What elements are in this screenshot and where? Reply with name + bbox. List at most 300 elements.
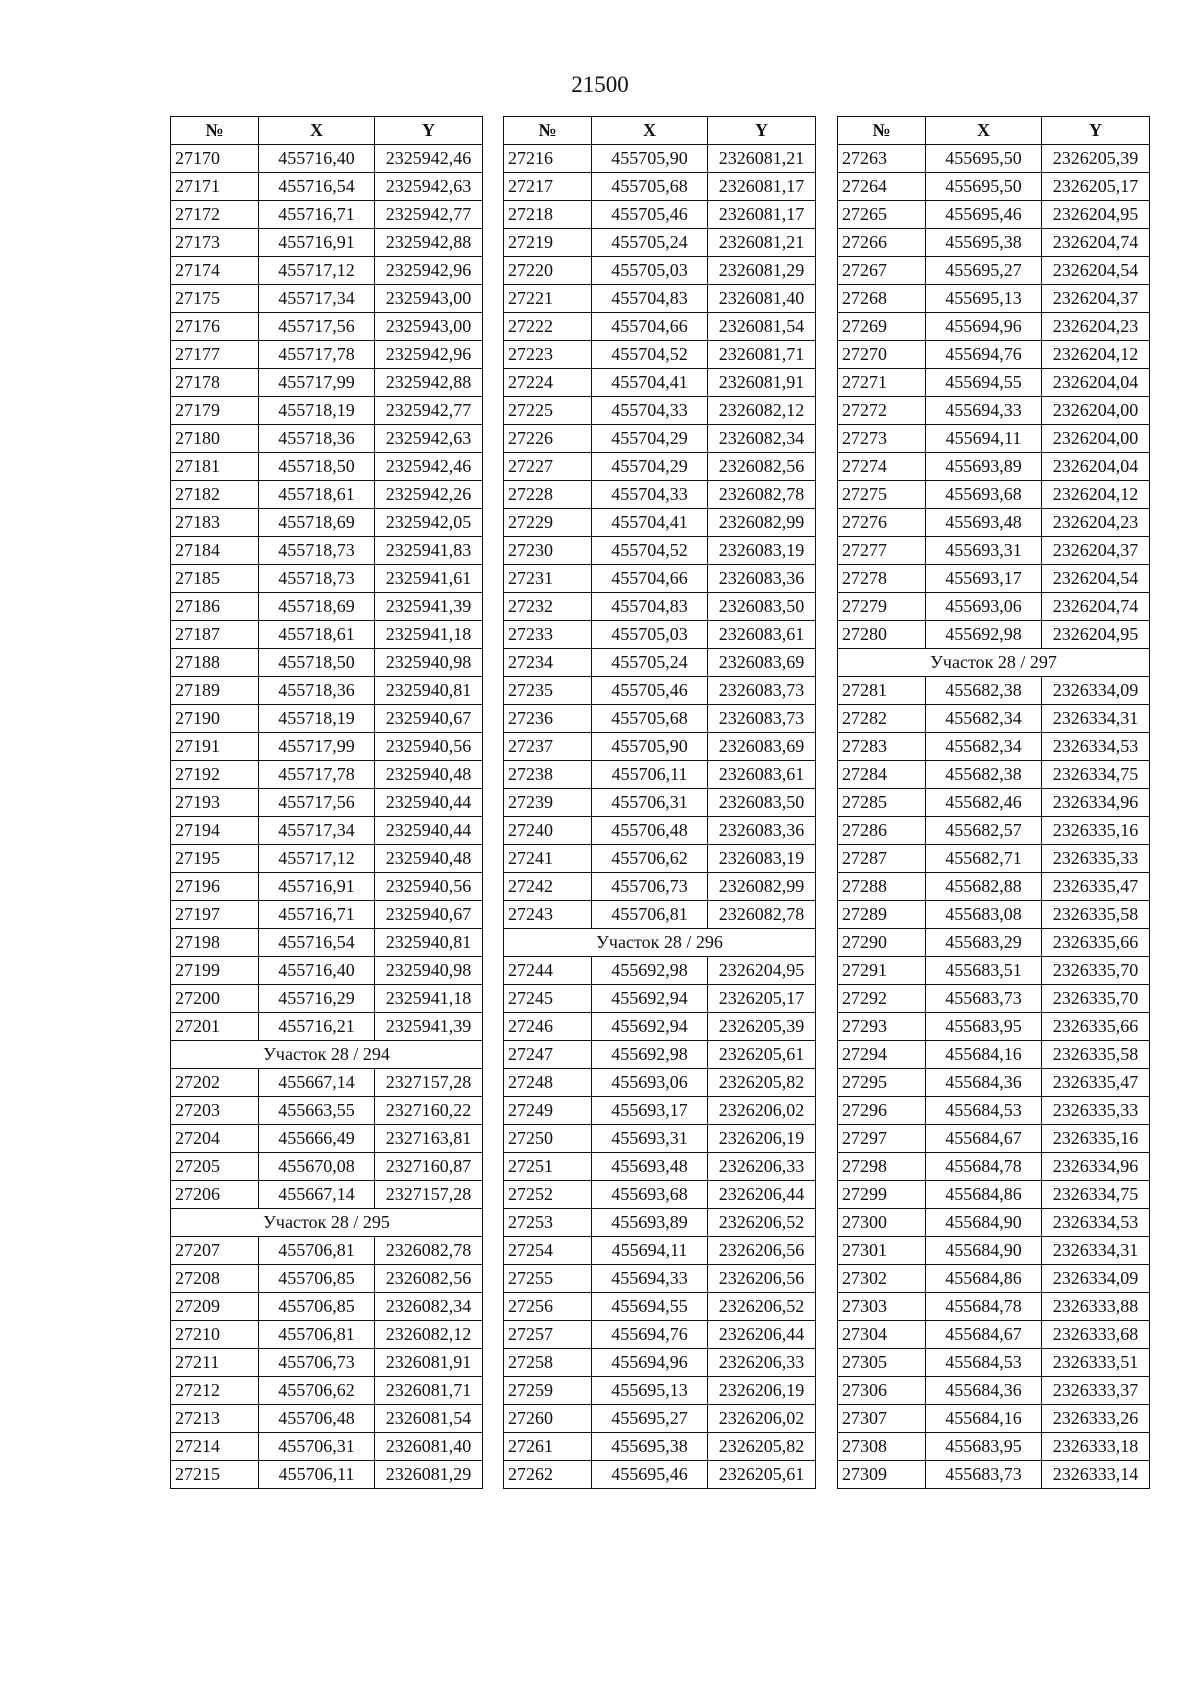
point-number-cell: 27182 bbox=[171, 481, 259, 509]
point-number-cell: 27274 bbox=[838, 453, 926, 481]
y-coordinate-cell: 2326334,09 bbox=[1042, 677, 1150, 705]
table-row bbox=[838, 481, 1150, 509]
point-number-cell: 27191 bbox=[171, 733, 259, 761]
y-coordinate-cell: 2326206,02 bbox=[708, 1097, 816, 1125]
y-coordinate-cell: 2326082,56 bbox=[708, 453, 816, 481]
point-number-cell: 27224 bbox=[504, 369, 592, 397]
x-coordinate-cell: 455684,67 bbox=[926, 1125, 1042, 1153]
point-number-cell: 27281 bbox=[838, 677, 926, 705]
table-row bbox=[504, 1125, 816, 1153]
y-coordinate-cell: 2326205,82 bbox=[708, 1069, 816, 1097]
x-coordinate-cell: 455693,68 bbox=[926, 481, 1042, 509]
table-row bbox=[504, 705, 816, 733]
table-row bbox=[504, 1265, 816, 1293]
y-coordinate-cell: 2326204,00 bbox=[1042, 425, 1150, 453]
y-coordinate-cell: 2326205,61 bbox=[708, 1461, 816, 1489]
table-row bbox=[838, 1069, 1150, 1097]
y-coordinate-cell: 2326335,16 bbox=[1042, 817, 1150, 845]
y-coordinate-cell: 2325940,48 bbox=[375, 761, 483, 789]
y-coordinate-cell: 2326082,34 bbox=[375, 1293, 483, 1321]
table-row bbox=[171, 677, 483, 705]
table-row bbox=[171, 761, 483, 789]
x-coordinate-cell: 455684,90 bbox=[926, 1237, 1042, 1265]
table-row bbox=[171, 845, 483, 873]
y-coordinate-cell: 2325940,56 bbox=[375, 733, 483, 761]
table-row bbox=[838, 1265, 1150, 1293]
x-coordinate-cell: 455705,68 bbox=[592, 173, 708, 201]
x-coordinate-cell: 455692,98 bbox=[592, 957, 708, 985]
point-number-cell: 27249 bbox=[504, 1097, 592, 1125]
y-coordinate-cell: 2326204,95 bbox=[1042, 621, 1150, 649]
x-coordinate-cell: 455695,46 bbox=[592, 1461, 708, 1489]
x-coordinate-cell: 455684,16 bbox=[926, 1405, 1042, 1433]
point-number-cell: 27202 bbox=[171, 1069, 259, 1097]
table-row bbox=[504, 509, 816, 537]
table-row bbox=[838, 1461, 1150, 1489]
x-coordinate-cell: 455695,46 bbox=[926, 201, 1042, 229]
y-coordinate-cell: 2326206,44 bbox=[708, 1181, 816, 1209]
point-number-cell: 27284 bbox=[838, 761, 926, 789]
point-number-cell: 27262 bbox=[504, 1461, 592, 1489]
point-number-cell: 27226 bbox=[504, 425, 592, 453]
point-number-cell: 27186 bbox=[171, 593, 259, 621]
x-coordinate-cell: 455717,78 bbox=[259, 761, 375, 789]
y-coordinate-cell: 2326335,66 bbox=[1042, 929, 1150, 957]
y-coordinate-cell: 2326206,19 bbox=[708, 1125, 816, 1153]
table-row bbox=[838, 845, 1150, 873]
point-number-cell: 27258 bbox=[504, 1349, 592, 1377]
table-row bbox=[171, 537, 483, 565]
x-coordinate-cell: 455682,38 bbox=[926, 761, 1042, 789]
y-coordinate-cell: 2326334,75 bbox=[1042, 1181, 1150, 1209]
table-row bbox=[504, 369, 816, 397]
y-coordinate-cell: 2326081,29 bbox=[708, 257, 816, 285]
x-coordinate-cell: 455718,69 bbox=[259, 593, 375, 621]
point-number-cell: 27192 bbox=[171, 761, 259, 789]
table-row bbox=[838, 257, 1150, 285]
y-coordinate-cell: 2325942,77 bbox=[375, 201, 483, 229]
x-coordinate-cell: 455705,90 bbox=[592, 145, 708, 173]
x-coordinate-cell: 455694,96 bbox=[926, 313, 1042, 341]
table-row bbox=[171, 1125, 483, 1153]
y-coordinate-cell: 2326204,37 bbox=[1042, 537, 1150, 565]
y-coordinate-cell: 2326204,12 bbox=[1042, 341, 1150, 369]
table-row bbox=[504, 677, 816, 705]
column-header-y: Y bbox=[375, 117, 483, 145]
y-coordinate-cell: 2326333,68 bbox=[1042, 1321, 1150, 1349]
x-coordinate-cell: 455694,76 bbox=[592, 1321, 708, 1349]
table-row bbox=[171, 649, 483, 677]
x-coordinate-cell: 455704,33 bbox=[592, 481, 708, 509]
x-coordinate-cell: 455716,71 bbox=[259, 201, 375, 229]
x-coordinate-cell: 455706,11 bbox=[592, 761, 708, 789]
x-coordinate-cell: 455705,24 bbox=[592, 229, 708, 257]
y-coordinate-cell: 2325940,44 bbox=[375, 789, 483, 817]
point-number-cell: 27298 bbox=[838, 1153, 926, 1181]
x-coordinate-cell: 455695,50 bbox=[926, 145, 1042, 173]
x-coordinate-cell: 455666,49 bbox=[259, 1125, 375, 1153]
y-coordinate-cell: 2326205,39 bbox=[708, 1013, 816, 1041]
point-number-cell: 27210 bbox=[171, 1321, 259, 1349]
point-number-cell: 27263 bbox=[838, 145, 926, 173]
y-coordinate-cell: 2326333,14 bbox=[1042, 1461, 1150, 1489]
x-coordinate-cell: 455706,85 bbox=[259, 1293, 375, 1321]
x-coordinate-cell: 455706,85 bbox=[259, 1265, 375, 1293]
y-coordinate-cell: 2326081,17 bbox=[708, 201, 816, 229]
point-number-cell: 27181 bbox=[171, 453, 259, 481]
y-coordinate-cell: 2325940,48 bbox=[375, 845, 483, 873]
x-coordinate-cell: 455705,24 bbox=[592, 649, 708, 677]
column-header-x: X bbox=[592, 117, 708, 145]
point-number-cell: 27272 bbox=[838, 397, 926, 425]
y-coordinate-cell: 2327163,81 bbox=[375, 1125, 483, 1153]
table-row bbox=[504, 341, 816, 369]
point-number-cell: 27295 bbox=[838, 1069, 926, 1097]
point-number-cell: 27245 bbox=[504, 985, 592, 1013]
y-coordinate-cell: 2326204,37 bbox=[1042, 285, 1150, 313]
point-number-cell: 27233 bbox=[504, 621, 592, 649]
point-number-cell: 27228 bbox=[504, 481, 592, 509]
table-row bbox=[838, 1321, 1150, 1349]
table-row bbox=[838, 313, 1150, 341]
table-row bbox=[504, 1069, 816, 1097]
point-number-cell: 27276 bbox=[838, 509, 926, 537]
x-coordinate-cell: 455705,46 bbox=[592, 201, 708, 229]
x-coordinate-cell: 455692,98 bbox=[592, 1041, 708, 1069]
point-number-cell: 27176 bbox=[171, 313, 259, 341]
table-row bbox=[838, 817, 1150, 845]
point-number-cell: 27185 bbox=[171, 565, 259, 593]
y-coordinate-cell: 2326334,53 bbox=[1042, 733, 1150, 761]
x-coordinate-cell: 455706,81 bbox=[259, 1321, 375, 1349]
x-coordinate-cell: 455693,48 bbox=[926, 509, 1042, 537]
table-row bbox=[838, 145, 1150, 173]
point-number-cell: 27259 bbox=[504, 1377, 592, 1405]
y-coordinate-cell: 2326081,29 bbox=[375, 1461, 483, 1489]
y-coordinate-cell: 2326206,33 bbox=[708, 1349, 816, 1377]
y-coordinate-cell: 2326204,04 bbox=[1042, 453, 1150, 481]
y-coordinate-cell: 2325942,05 bbox=[375, 509, 483, 537]
point-number-cell: 27227 bbox=[504, 453, 592, 481]
table-row bbox=[504, 1461, 816, 1489]
x-coordinate-cell: 455667,14 bbox=[259, 1181, 375, 1209]
x-coordinate-cell: 455704,33 bbox=[592, 397, 708, 425]
table-row bbox=[171, 733, 483, 761]
x-coordinate-cell: 455705,03 bbox=[592, 257, 708, 285]
table-row bbox=[504, 1153, 816, 1181]
table-row bbox=[504, 173, 816, 201]
column-header-x: X bbox=[926, 117, 1042, 145]
table-row bbox=[504, 1097, 816, 1125]
y-coordinate-cell: 2326204,74 bbox=[1042, 229, 1150, 257]
point-number-cell: 27194 bbox=[171, 817, 259, 845]
section-title: Участок 28 / 294 bbox=[171, 1041, 483, 1069]
point-number-cell: 27278 bbox=[838, 565, 926, 593]
point-number-cell: 27222 bbox=[504, 313, 592, 341]
point-number-cell: 27299 bbox=[838, 1181, 926, 1209]
table-row bbox=[504, 1321, 816, 1349]
table-row bbox=[838, 1237, 1150, 1265]
point-number-cell: 27240 bbox=[504, 817, 592, 845]
x-coordinate-cell: 455706,81 bbox=[592, 901, 708, 929]
y-coordinate-cell: 2326333,51 bbox=[1042, 1349, 1150, 1377]
table-header-row bbox=[838, 117, 1150, 145]
y-coordinate-cell: 2326083,36 bbox=[708, 817, 816, 845]
x-coordinate-cell: 455704,83 bbox=[592, 593, 708, 621]
y-coordinate-cell: 2326334,09 bbox=[1042, 1265, 1150, 1293]
table-row bbox=[171, 1153, 483, 1181]
x-coordinate-cell: 455684,78 bbox=[926, 1153, 1042, 1181]
point-number-cell: 27288 bbox=[838, 873, 926, 901]
x-coordinate-cell: 455693,31 bbox=[926, 537, 1042, 565]
x-coordinate-cell: 455705,68 bbox=[592, 705, 708, 733]
table-row bbox=[838, 1433, 1150, 1461]
y-coordinate-cell: 2326335,66 bbox=[1042, 1013, 1150, 1041]
point-number-cell: 27308 bbox=[838, 1433, 926, 1461]
table-row bbox=[171, 565, 483, 593]
y-coordinate-cell: 2326335,70 bbox=[1042, 985, 1150, 1013]
x-coordinate-cell: 455716,91 bbox=[259, 229, 375, 257]
point-number-cell: 27292 bbox=[838, 985, 926, 1013]
y-coordinate-cell: 2327160,22 bbox=[375, 1097, 483, 1125]
table-row bbox=[504, 453, 816, 481]
table-row bbox=[838, 369, 1150, 397]
table-row bbox=[171, 229, 483, 257]
x-coordinate-cell: 455683,73 bbox=[926, 1461, 1042, 1489]
x-coordinate-cell: 455704,41 bbox=[592, 509, 708, 537]
coordinate-table-2 bbox=[503, 116, 816, 1489]
table-row bbox=[171, 789, 483, 817]
table-row bbox=[504, 313, 816, 341]
x-coordinate-cell: 455704,41 bbox=[592, 369, 708, 397]
y-coordinate-cell: 2325940,44 bbox=[375, 817, 483, 845]
y-coordinate-cell: 2326083,69 bbox=[708, 649, 816, 677]
section-header-row bbox=[504, 929, 816, 957]
point-number-cell: 27188 bbox=[171, 649, 259, 677]
x-coordinate-cell: 455706,73 bbox=[259, 1349, 375, 1377]
point-number-cell: 27303 bbox=[838, 1293, 926, 1321]
point-number-cell: 27173 bbox=[171, 229, 259, 257]
y-coordinate-cell: 2326082,78 bbox=[708, 481, 816, 509]
point-number-cell: 27174 bbox=[171, 257, 259, 285]
column-header-y: Y bbox=[708, 117, 816, 145]
table-row bbox=[504, 565, 816, 593]
x-coordinate-cell: 455694,11 bbox=[926, 425, 1042, 453]
y-coordinate-cell: 2326082,56 bbox=[375, 1265, 483, 1293]
x-coordinate-cell: 455705,03 bbox=[592, 621, 708, 649]
y-coordinate-cell: 2326083,19 bbox=[708, 845, 816, 873]
table-row bbox=[504, 285, 816, 313]
x-coordinate-cell: 455694,33 bbox=[926, 397, 1042, 425]
y-coordinate-cell: 2326081,40 bbox=[375, 1433, 483, 1461]
y-coordinate-cell: 2325940,81 bbox=[375, 929, 483, 957]
table-row bbox=[504, 1405, 816, 1433]
table-row bbox=[838, 733, 1150, 761]
coordinate-table-1 bbox=[170, 116, 483, 1489]
y-coordinate-cell: 2326205,17 bbox=[1042, 173, 1150, 201]
x-coordinate-cell: 455706,31 bbox=[259, 1433, 375, 1461]
table-row bbox=[504, 649, 816, 677]
x-coordinate-cell: 455693,48 bbox=[592, 1153, 708, 1181]
table-row bbox=[838, 1125, 1150, 1153]
y-coordinate-cell: 2325942,88 bbox=[375, 369, 483, 397]
point-number-cell: 27220 bbox=[504, 257, 592, 285]
y-coordinate-cell: 2326082,34 bbox=[708, 425, 816, 453]
y-coordinate-cell: 2325941,39 bbox=[375, 593, 483, 621]
table-row bbox=[171, 929, 483, 957]
point-number-cell: 27216 bbox=[504, 145, 592, 173]
point-number-cell: 27246 bbox=[504, 1013, 592, 1041]
point-number-cell: 27213 bbox=[171, 1405, 259, 1433]
x-coordinate-cell: 455693,17 bbox=[926, 565, 1042, 593]
table-row bbox=[171, 957, 483, 985]
x-coordinate-cell: 455716,71 bbox=[259, 901, 375, 929]
table-row bbox=[171, 1013, 483, 1041]
x-coordinate-cell: 455706,48 bbox=[592, 817, 708, 845]
y-coordinate-cell: 2326206,52 bbox=[708, 1293, 816, 1321]
table-row bbox=[838, 201, 1150, 229]
point-number-cell: 27247 bbox=[504, 1041, 592, 1069]
y-coordinate-cell: 2326335,33 bbox=[1042, 845, 1150, 873]
point-number-cell: 27221 bbox=[504, 285, 592, 313]
y-coordinate-cell: 2325943,00 bbox=[375, 313, 483, 341]
point-number-cell: 27190 bbox=[171, 705, 259, 733]
x-coordinate-cell: 455716,54 bbox=[259, 929, 375, 957]
y-coordinate-cell: 2326083,50 bbox=[708, 593, 816, 621]
point-number-cell: 27200 bbox=[171, 985, 259, 1013]
point-number-cell: 27283 bbox=[838, 733, 926, 761]
y-coordinate-cell: 2325943,00 bbox=[375, 285, 483, 313]
column-header-x: X bbox=[259, 117, 375, 145]
section-header-row bbox=[171, 1209, 483, 1237]
x-coordinate-cell: 455693,89 bbox=[926, 453, 1042, 481]
point-number-cell: 27193 bbox=[171, 789, 259, 817]
table-row bbox=[838, 229, 1150, 257]
point-number-cell: 27241 bbox=[504, 845, 592, 873]
x-coordinate-cell: 455706,48 bbox=[259, 1405, 375, 1433]
table-row bbox=[171, 1181, 483, 1209]
section-title: Участок 28 / 296 bbox=[504, 929, 816, 957]
x-coordinate-cell: 455695,38 bbox=[592, 1433, 708, 1461]
x-coordinate-cell: 455683,29 bbox=[926, 929, 1042, 957]
section-title: Участок 28 / 295 bbox=[171, 1209, 483, 1237]
y-coordinate-cell: 2326204,23 bbox=[1042, 313, 1150, 341]
y-coordinate-cell: 2326204,95 bbox=[708, 957, 816, 985]
point-number-cell: 27217 bbox=[504, 173, 592, 201]
y-coordinate-cell: 2325941,61 bbox=[375, 565, 483, 593]
y-coordinate-cell: 2326204,04 bbox=[1042, 369, 1150, 397]
table-row bbox=[838, 957, 1150, 985]
x-coordinate-cell: 455716,21 bbox=[259, 1013, 375, 1041]
point-number-cell: 27265 bbox=[838, 201, 926, 229]
y-coordinate-cell: 2326333,37 bbox=[1042, 1377, 1150, 1405]
y-coordinate-cell: 2326206,33 bbox=[708, 1153, 816, 1181]
table-row bbox=[171, 341, 483, 369]
table-row bbox=[838, 1209, 1150, 1237]
x-coordinate-cell: 455693,06 bbox=[926, 593, 1042, 621]
x-coordinate-cell: 455718,73 bbox=[259, 565, 375, 593]
y-coordinate-cell: 2325942,63 bbox=[375, 173, 483, 201]
table-row bbox=[504, 593, 816, 621]
table-row bbox=[838, 565, 1150, 593]
point-number-cell: 27297 bbox=[838, 1125, 926, 1153]
table-row bbox=[504, 761, 816, 789]
point-number-cell: 27273 bbox=[838, 425, 926, 453]
x-coordinate-cell: 455718,36 bbox=[259, 677, 375, 705]
y-coordinate-cell: 2326082,78 bbox=[708, 901, 816, 929]
table-row bbox=[504, 1181, 816, 1209]
point-number-cell: 27206 bbox=[171, 1181, 259, 1209]
table-row bbox=[171, 873, 483, 901]
table-row bbox=[171, 481, 483, 509]
table-row bbox=[171, 1433, 483, 1461]
x-coordinate-cell: 455695,27 bbox=[592, 1405, 708, 1433]
table-row bbox=[838, 453, 1150, 481]
point-number-cell: 27208 bbox=[171, 1265, 259, 1293]
y-coordinate-cell: 2326083,69 bbox=[708, 733, 816, 761]
table-row bbox=[171, 1069, 483, 1097]
table-row bbox=[171, 1405, 483, 1433]
y-coordinate-cell: 2326206,56 bbox=[708, 1265, 816, 1293]
x-coordinate-cell: 455717,99 bbox=[259, 369, 375, 397]
y-coordinate-cell: 2325940,98 bbox=[375, 957, 483, 985]
table-row bbox=[838, 537, 1150, 565]
point-number-cell: 27205 bbox=[171, 1153, 259, 1181]
y-coordinate-cell: 2326205,61 bbox=[708, 1041, 816, 1069]
point-number-cell: 27237 bbox=[504, 733, 592, 761]
table-row bbox=[171, 1461, 483, 1489]
y-coordinate-cell: 2326335,58 bbox=[1042, 901, 1150, 929]
table-row bbox=[171, 1265, 483, 1293]
table-row bbox=[504, 733, 816, 761]
x-coordinate-cell: 455695,13 bbox=[926, 285, 1042, 313]
point-number-cell: 27293 bbox=[838, 1013, 926, 1041]
x-coordinate-cell: 455682,38 bbox=[926, 677, 1042, 705]
point-number-cell: 27209 bbox=[171, 1293, 259, 1321]
y-coordinate-cell: 2325941,39 bbox=[375, 1013, 483, 1041]
y-coordinate-cell: 2326204,95 bbox=[1042, 201, 1150, 229]
point-number-cell: 27260 bbox=[504, 1405, 592, 1433]
point-number-cell: 27218 bbox=[504, 201, 592, 229]
x-coordinate-cell: 455683,73 bbox=[926, 985, 1042, 1013]
y-coordinate-cell: 2325942,96 bbox=[375, 341, 483, 369]
y-coordinate-cell: 2326205,17 bbox=[708, 985, 816, 1013]
point-number-cell: 27204 bbox=[171, 1125, 259, 1153]
table-row bbox=[504, 201, 816, 229]
x-coordinate-cell: 455704,52 bbox=[592, 537, 708, 565]
table-row bbox=[504, 845, 816, 873]
point-number-cell: 27170 bbox=[171, 145, 259, 173]
point-number-cell: 27287 bbox=[838, 845, 926, 873]
point-number-cell: 27294 bbox=[838, 1041, 926, 1069]
x-coordinate-cell: 455706,73 bbox=[592, 873, 708, 901]
y-coordinate-cell: 2326082,12 bbox=[375, 1321, 483, 1349]
point-number-cell: 27280 bbox=[838, 621, 926, 649]
point-number-cell: 27212 bbox=[171, 1377, 259, 1405]
y-coordinate-cell: 2325941,18 bbox=[375, 985, 483, 1013]
x-coordinate-cell: 455718,61 bbox=[259, 481, 375, 509]
y-coordinate-cell: 2326334,31 bbox=[1042, 1237, 1150, 1265]
y-coordinate-cell: 2326334,96 bbox=[1042, 789, 1150, 817]
point-number-cell: 27289 bbox=[838, 901, 926, 929]
table-row bbox=[504, 229, 816, 257]
point-number-cell: 27203 bbox=[171, 1097, 259, 1125]
y-coordinate-cell: 2326333,26 bbox=[1042, 1405, 1150, 1433]
table-row bbox=[504, 481, 816, 509]
point-number-cell: 27271 bbox=[838, 369, 926, 397]
point-number-cell: 27302 bbox=[838, 1265, 926, 1293]
x-coordinate-cell: 455694,33 bbox=[592, 1265, 708, 1293]
